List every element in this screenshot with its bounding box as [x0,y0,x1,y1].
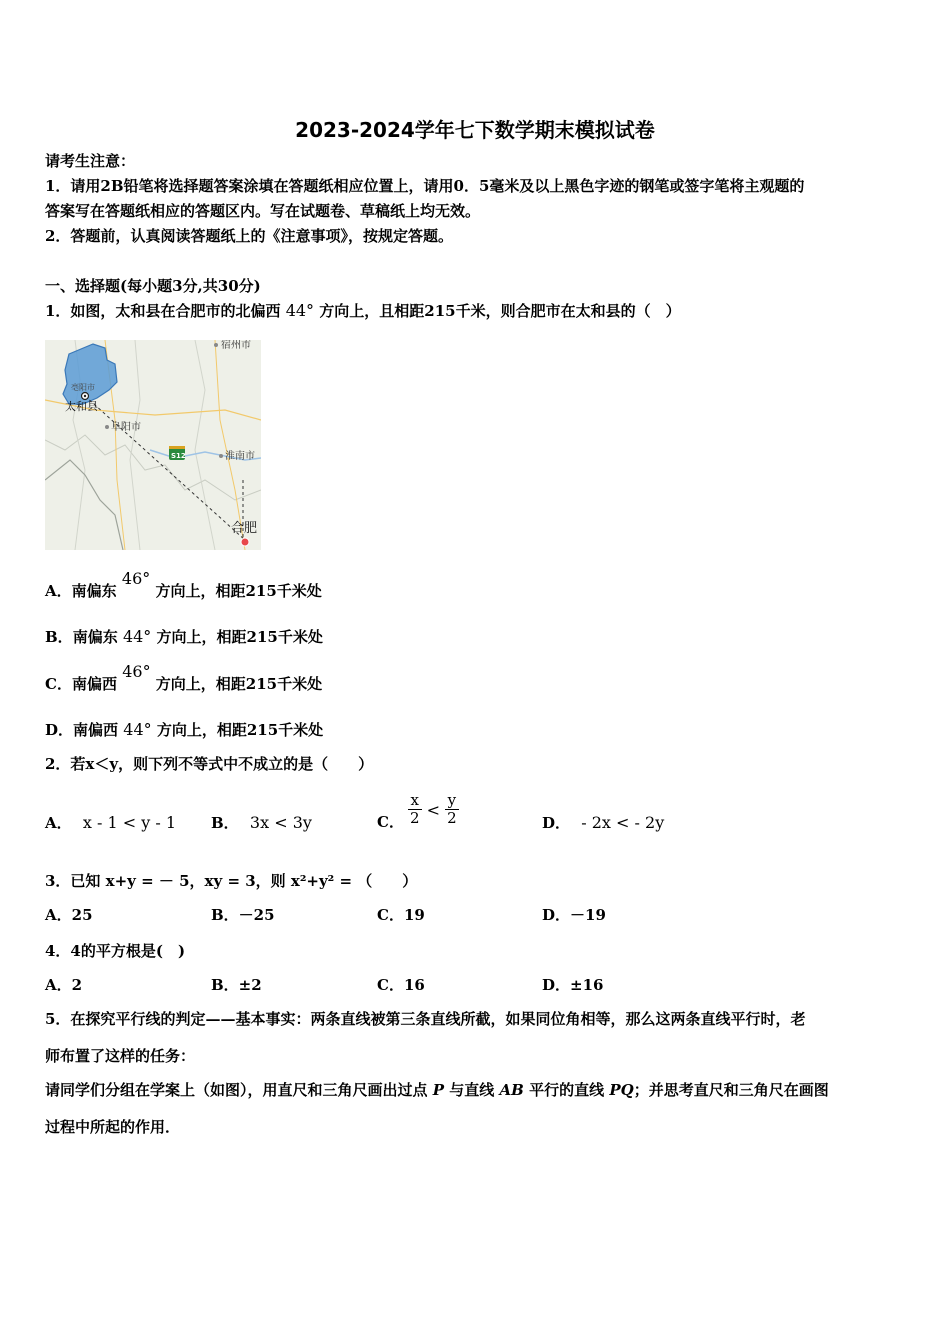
line-pq: PQ [609,1081,634,1099]
option-letter: A． [45,582,72,600]
q5-text: 平行的直线 [529,1081,605,1099]
fraction-x-over-2 [408,792,422,828]
option-letter: D． [45,721,74,739]
option-direction: 南偏西 [71,675,117,693]
map-label-hefei: 合肥 [231,521,258,536]
q4-option-a[interactable]: A．2 [45,976,83,994]
map-label-suzhou: 宿州市 [221,340,251,351]
option-letter: D． [542,814,571,832]
option-text: 方向上，相距215千米处 [156,628,323,646]
option-expression: x - 1 < y - 1 [82,813,177,832]
notice-line-2: 2．答题前，认真阅读答题纸上的《注意事项》，按规定答题。 [45,227,453,245]
section-heading: 一、选择题(每小题3分,共30分) [45,277,261,295]
q4-option-b[interactable]: B．±2 [211,976,262,994]
question-5-line-3 [45,1083,829,1098]
q2-option-c-fraction [408,792,459,828]
question-1-stem [45,303,681,319]
point-p: P [432,1081,445,1099]
q3-option-b[interactable]: B．－25 [211,906,275,924]
q3-option-c[interactable]: C．19 [377,906,425,924]
map-label-huainan: 淮南市 [225,451,255,462]
option-letter: A． [45,814,72,832]
option-angle: 44° [122,627,152,646]
q1-option-b[interactable] [45,629,323,645]
map-figure [45,340,261,550]
q2-option-b[interactable] [211,815,312,831]
option-letter: C． [45,675,72,693]
option-angle: 46° [122,662,151,681]
fraction-numerator: x [410,791,419,809]
q1-angle: 44° [285,301,315,320]
page-title: 2023-2024学年七下数学期末模拟试卷 [295,118,655,142]
road-label: S12 [171,452,186,460]
question-5-line-4: 过程中所起的作用． [45,1118,181,1136]
question-2-stem: 2．若x＜y，则下列不等式中不成立的是（ ） [45,755,374,773]
q5-text: 请同学们分组在学案上（如图），用直尺和三角尺画出过点 [45,1081,428,1099]
option-text: 方向上，相距215千米处 [156,721,324,739]
fraction-y-over-2 [445,792,459,828]
option-text: 方向上，相距215千米处 [155,675,323,693]
notice-heading: 请考生注意： [45,152,136,170]
map-label-bozhou: 亳阳市 [71,383,95,392]
option-direction: 南偏东 [71,582,117,600]
q3-option-a[interactable]: A．25 [45,906,93,924]
notice-line-1b: 答案写在答题纸相应的答题区内。写在试题卷、草稿纸上均无效。 [45,202,481,220]
q4-option-c[interactable]: C．16 [377,976,425,994]
option-expression: 3x < 3y [249,813,312,832]
q1-stem-post: 方向上，且相距215千米，则合肥市在太和县的（ ） [319,302,681,320]
option-expression: - 2x < - 2y [581,813,665,832]
q1-stem-pre: 1．如图，太和县在合肥市的北偏西 [45,302,281,320]
q5-text: 与直线 [449,1081,495,1099]
line-ab: AB [499,1081,524,1099]
less-than-sign: < [426,800,441,820]
option-letter: B． [211,814,239,832]
question-3-stem: 3．已知 x+y = － 5，xy = 3，则 x²+y² = （ ） [45,872,418,890]
question-5-line-2: 师布置了这样的任务： [45,1047,196,1065]
q1-option-d[interactable] [45,722,323,738]
q2-option-d[interactable] [542,815,664,831]
q1-option-c[interactable] [45,662,323,693]
q1-option-a[interactable] [45,569,322,600]
option-angle: 44° [123,720,152,739]
option-direction: 南偏东 [72,628,118,646]
q5-text: ；并思考直尺和三角尺在画图 [633,1081,829,1099]
hefei-marker [241,538,249,546]
option-angle: 46° [121,569,151,588]
map-svg [45,340,261,550]
map-label-taihe: 太和县 [65,400,98,413]
question-5-line-1: 5．在探究平行线的判定——基本事实：两条直线被第三条直线所截，如果同位角相等，那么这两条直线平行时，老 [45,1010,806,1028]
q2-option-a[interactable] [45,815,176,831]
q4-option-d[interactable]: D．±16 [542,976,604,994]
option-letter: B． [45,628,73,646]
fraction-denominator: 2 [447,809,457,828]
fraction-denominator: 2 [410,809,420,828]
notice-line-1a: 1．请用2B铅笔将选择题答案涂填在答题纸相应位置上，请用0．5毫米及以上黑色字迹的钢笔或签字笔将主观题的 [45,177,805,195]
q2-option-c[interactable] [377,815,404,830]
option-text: 方向上，相距215千米处 [155,582,322,600]
fraction-numerator: y [447,791,457,809]
option-letter: C． [377,813,404,831]
option-direction: 南偏西 [73,721,119,739]
question-4-stem: 4．4的平方根是( ) [45,942,186,960]
map-label-fuyang: 阜阳市 [111,422,141,433]
q3-option-d[interactable]: D．－19 [542,906,606,924]
